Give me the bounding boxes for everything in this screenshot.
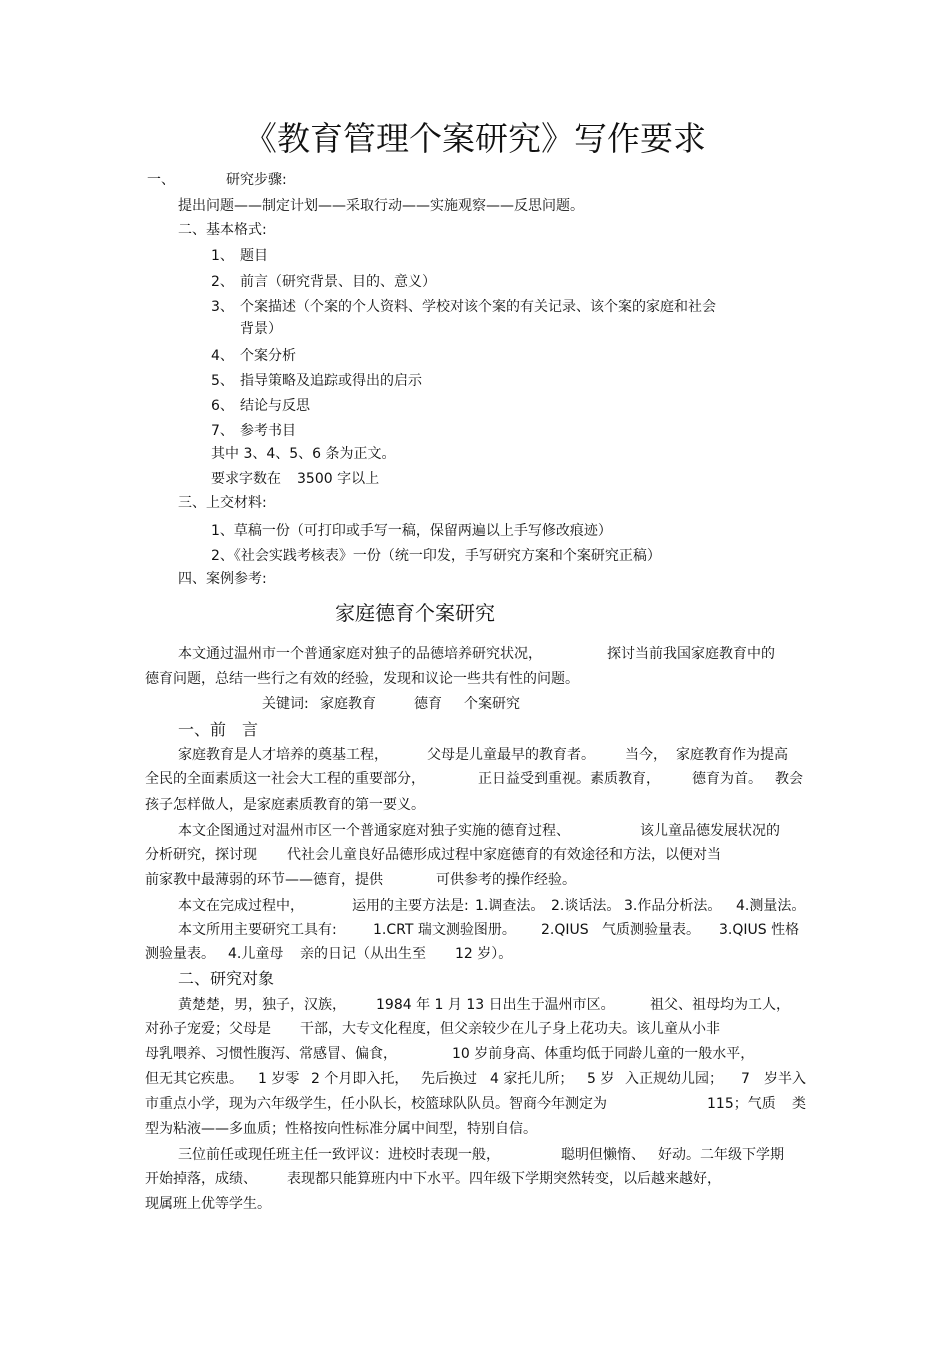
paragraph-segment: 代社会儿童良好品德形成过程中家庭德育的有效途径和方法，以便对当 — [287, 847, 721, 863]
paragraph-segment: 类 — [792, 1096, 806, 1112]
item-number: 5、 — [211, 373, 234, 389]
paragraph-line: 现属班上优等学生。 — [145, 1196, 271, 1212]
case-title: 家庭德育个案研究 — [335, 601, 495, 625]
paragraph-segment: 市重点小学，现为六年级学生，任小队长，校篮球队队员。智商今年测定为 — [145, 1096, 607, 1112]
paragraph-segment: 好动。二年级下学期 — [658, 1147, 784, 1163]
keyword-2: 德育 — [414, 696, 442, 712]
paragraph-segment: 3.QIUS 性格 — [719, 922, 800, 938]
paragraph-segment: 10 岁前身高、体重均低于同龄儿童的一般水平， — [452, 1046, 755, 1062]
item-number: 3、 — [211, 299, 234, 315]
paragraph-segment: 2.谈话法。 — [551, 898, 621, 914]
paragraph-segment: 先后换过 — [421, 1071, 477, 1087]
paragraph-segment: 入正规幼儿园； — [625, 1071, 723, 1087]
abstract-line-1a: 本文通过温州市一个普通家庭对独子的品德培养研究状况， — [178, 646, 542, 662]
paragraph-segment: 德育为首。 — [692, 771, 762, 787]
paragraph-segment: 1984 年 1 月 13 日出生于温州市区。 — [376, 997, 615, 1013]
item-number: 4、 — [211, 348, 234, 364]
paragraph-segment: 父母是儿童最早的教育者。 — [427, 747, 595, 763]
paragraph-segment: 测验量表。 — [145, 946, 215, 962]
paragraph-segment: 2 个月即入托， — [311, 1071, 409, 1087]
abstract-line-1b: 探讨当前我国家庭教育中的 — [607, 646, 775, 662]
paragraph-segment: 干部，大专文化程度，但父亲较少在儿子身上花功夫。该儿童从小非 — [300, 1021, 720, 1037]
paragraph-segment: 1 岁零 — [258, 1071, 300, 1087]
keywords-label: 关键词: — [262, 696, 309, 712]
item-text: 题目 — [240, 248, 268, 264]
research-steps: 提出问题——制定计划——采取行动——实施观察——反思问题。 — [178, 198, 584, 214]
paragraph-segment: 分析研究，探讨现 — [145, 847, 257, 863]
note-main-text: 其中 3、4、5、6 条为正文。 — [211, 446, 396, 462]
paragraph-segment: 12 岁）。 — [455, 946, 513, 962]
paragraph-segment: 家庭教育作为提高 — [676, 747, 788, 763]
paragraph-segment: 115；气质 — [707, 1096, 776, 1112]
item-text: 个案分析 — [240, 348, 296, 364]
item-text-continued: 背景） — [240, 321, 282, 337]
section-2-heading: 二、基本格式: — [178, 222, 267, 238]
item-text: 结论与反思 — [240, 398, 310, 414]
paragraph-segment: 母乳喂养、习惯性腹泻、常感冒、偏食， — [145, 1046, 397, 1062]
material-1: 1、草稿一份（可打印或手写一稿，保留两遍以上手写修改痕迹） — [211, 523, 612, 539]
heading-research-subject: 二、研究对象 — [178, 969, 275, 988]
paragraph-segment: 4.测量法。 — [736, 898, 806, 914]
item-number: 1、 — [211, 248, 234, 264]
paragraph-segment: 可供参考的操作经验。 — [436, 872, 576, 888]
paragraph-segment: 表现都只能算班内中下水平。四年级下学期突然转变，以后越来越好， — [287, 1171, 721, 1187]
item-number: 6、 — [211, 398, 234, 414]
paragraph-segment: 正日益受到重视。素质教育， — [478, 771, 660, 787]
section-4-heading: 四、案例参考: — [178, 571, 267, 587]
paragraph-segment: 祖父、祖母均为工人， — [650, 997, 790, 1013]
paragraph-segment: 三位前任或现任班主任一致评议：进校时表现一般， — [178, 1147, 500, 1163]
keyword-3: 个案研究 — [464, 696, 520, 712]
paragraph-segment: 全民的全面素质这一社会大工程的重要部分， — [145, 771, 425, 787]
paragraph-segment: 运用的主要方法是: — [352, 898, 469, 914]
paragraph-segment: 本文企图通过对温州市区一个普通家庭对独子实施的德育过程、 — [178, 823, 570, 839]
note-word-count-value: 3500 字以上 — [297, 471, 380, 487]
paragraph-line: 孩子怎样做人，是家庭素质教育的第一要义。 — [145, 797, 425, 813]
abstract-line-2: 德育问题，总结一些行之有效的经验，发现和议论一些共有性的问题。 — [145, 671, 579, 687]
paragraph-segment: 本文在完成过程中， — [178, 898, 304, 914]
section-3-heading: 三、上交材料: — [178, 495, 267, 511]
paragraph-segment: 1.CRT 瑞文测验图册。 — [373, 922, 516, 938]
item-text: 指导策略及追踪或得出的启示 — [240, 373, 422, 389]
item-number: 2、 — [211, 274, 234, 290]
note-word-count-label: 要求字数在 — [211, 471, 281, 487]
paragraph-segment: 前家教中最薄弱的环节——德育，提供 — [145, 872, 383, 888]
paragraph-segment: 气质测验量表。 — [602, 922, 700, 938]
paragraph-segment: 3.作品分析法。 — [624, 898, 722, 914]
section-1-heading: 研究步骤: — [226, 172, 287, 188]
paragraph-segment: 开始掉落，成绩、 — [145, 1171, 257, 1187]
item-number: 7、 — [211, 423, 234, 439]
paragraph-segment: 本文所用主要研究工具有: — [178, 922, 337, 938]
paragraph-segment: 当今， — [625, 747, 667, 763]
paragraph-segment: 亲的日记（从出生至 — [300, 946, 426, 962]
paragraph-segment: 该儿童品德发展状况的 — [640, 823, 780, 839]
paragraph-segment: 1.调查法。 — [475, 898, 545, 914]
paragraph-segment: 但无其它疾患。 — [145, 1071, 243, 1087]
paragraph-segment: 对孙子宠爱；父母是 — [145, 1021, 271, 1037]
paragraph-segment: 岁半入 — [764, 1071, 806, 1087]
paragraph-segment: 4 家托儿所； — [490, 1071, 574, 1087]
section-1-number: 一、 — [147, 172, 175, 188]
paragraph-segment: 聪明但懒惰、 — [561, 1147, 645, 1163]
item-text: 个案描述（个案的个人资料、学校对该个案的有关记录、该个案的家庭和社会 — [240, 299, 716, 315]
paragraph-segment: 2.QIUS — [541, 922, 589, 938]
paragraph-segment: 黄楚楚，男，独子，汉族， — [178, 997, 346, 1013]
material-2: 2、《社会实践考核表》一份（统一印发，手写研究方案和个案研究正稿） — [211, 548, 661, 564]
paragraph-segment: 5 岁 — [587, 1071, 615, 1087]
paragraph-segment: 4.儿童母 — [228, 946, 284, 962]
item-text: 前言（研究背景、目的、意义） — [240, 274, 436, 290]
heading-introduction: 一、前 言 — [178, 720, 259, 739]
paragraph-line: 型为粘液——多血质；性格按向性标准分属中间型，特别自信。 — [145, 1121, 537, 1137]
paragraph-segment: 教会 — [775, 771, 803, 787]
document-title: 《教育管理个案研究》写作要求 — [244, 119, 706, 158]
item-text: 参考书目 — [240, 423, 296, 439]
paragraph-segment: 7 — [741, 1071, 750, 1087]
keyword-1: 家庭教育 — [320, 696, 376, 712]
paragraph-segment: 家庭教育是人才培养的奠基工程， — [178, 747, 388, 763]
